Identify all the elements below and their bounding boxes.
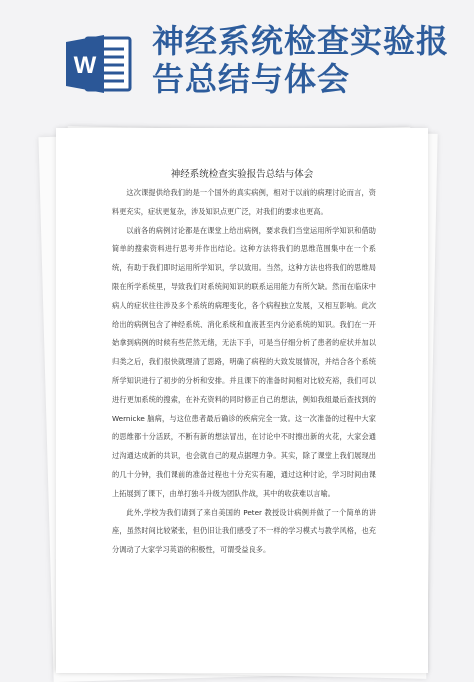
banner-title: 神经系统检查实验报告总结与体会 (152, 22, 450, 98)
document-body (112, 184, 376, 560)
word-document-icon (64, 32, 134, 96)
paragraph-3: 此外,学校为我们请到了来自美国的 Peter 教授设计病例并做了一个简单的讲座，虽然时间比较紧张，但仍旧让我们感受了不一样的学习模式与教学风格，也充分调动了大家学习英语的积极性，可谓受益良多。 (112, 507, 376, 555)
document-preview (54, 128, 430, 669)
header-banner (0, 0, 474, 120)
paragraph-2: 以前各的病例讨论都是在课堂上给出病例，要求我们当堂运用所学知识和借助简单的搜索资料进行思考并作出结论。这种方法将我们的思维范围集中在一个系统，有助于我们即时运用所学知识，学以致用。当然，这种方法也将我们的思维局限在所学系统里，导致我们对系统间知识的联系运用能力有所欠缺。然而在临床中病人的症状往往涉及多个系统的病理变化，各个病程独立发展，又相互影响。此次给出的病例包含了神经系统、消化系统和血液甚至内分泌系统的知识。我们在一开始拿到病例的时候有些茫然无绪，无法下手，可是当仔细分析了患者的症状并加以归类之后，我们很快就理清了思路，明确了病程的大致发展情况，并结合各个系统所学知识进行了初步的分析和安排。并且课下的准备时间相对比较充裕，我们可以进行更加系统的搜索，在补充资料的同时修正自己的想法，例如我组最后查找到的 Wernicke 脑病，与这位患者最后确诊的疾病完全一致。这一次准备的过程中大家的思维都十分活跃，不断有新的想法冒出，在讨论中不时擦出新的火花，大家会通过沟通达成新的共识，也会就自己的观点据理力争。其实，除了课堂上我们展现出的几十分钟，我们课前的准备过程也十分充实有趣，通过这种讨论，学习时间由课上拓展到了课下，由单打独斗升级为团队作战，其中的收获难以言喻。 (112, 225, 376, 498)
document-title: 神经系统检查实验报告总结与体会 (170, 169, 314, 180)
word-logo-letter: W (73, 52, 97, 79)
document-page (56, 128, 428, 673)
paragraph-1: 这次课提供给我们的是一个国外的真实病例，相对于以前的病理讨论而言，资料更充实，症状更复杂，涉及知识点更广泛，对我们的要求也更高。 (112, 188, 376, 216)
